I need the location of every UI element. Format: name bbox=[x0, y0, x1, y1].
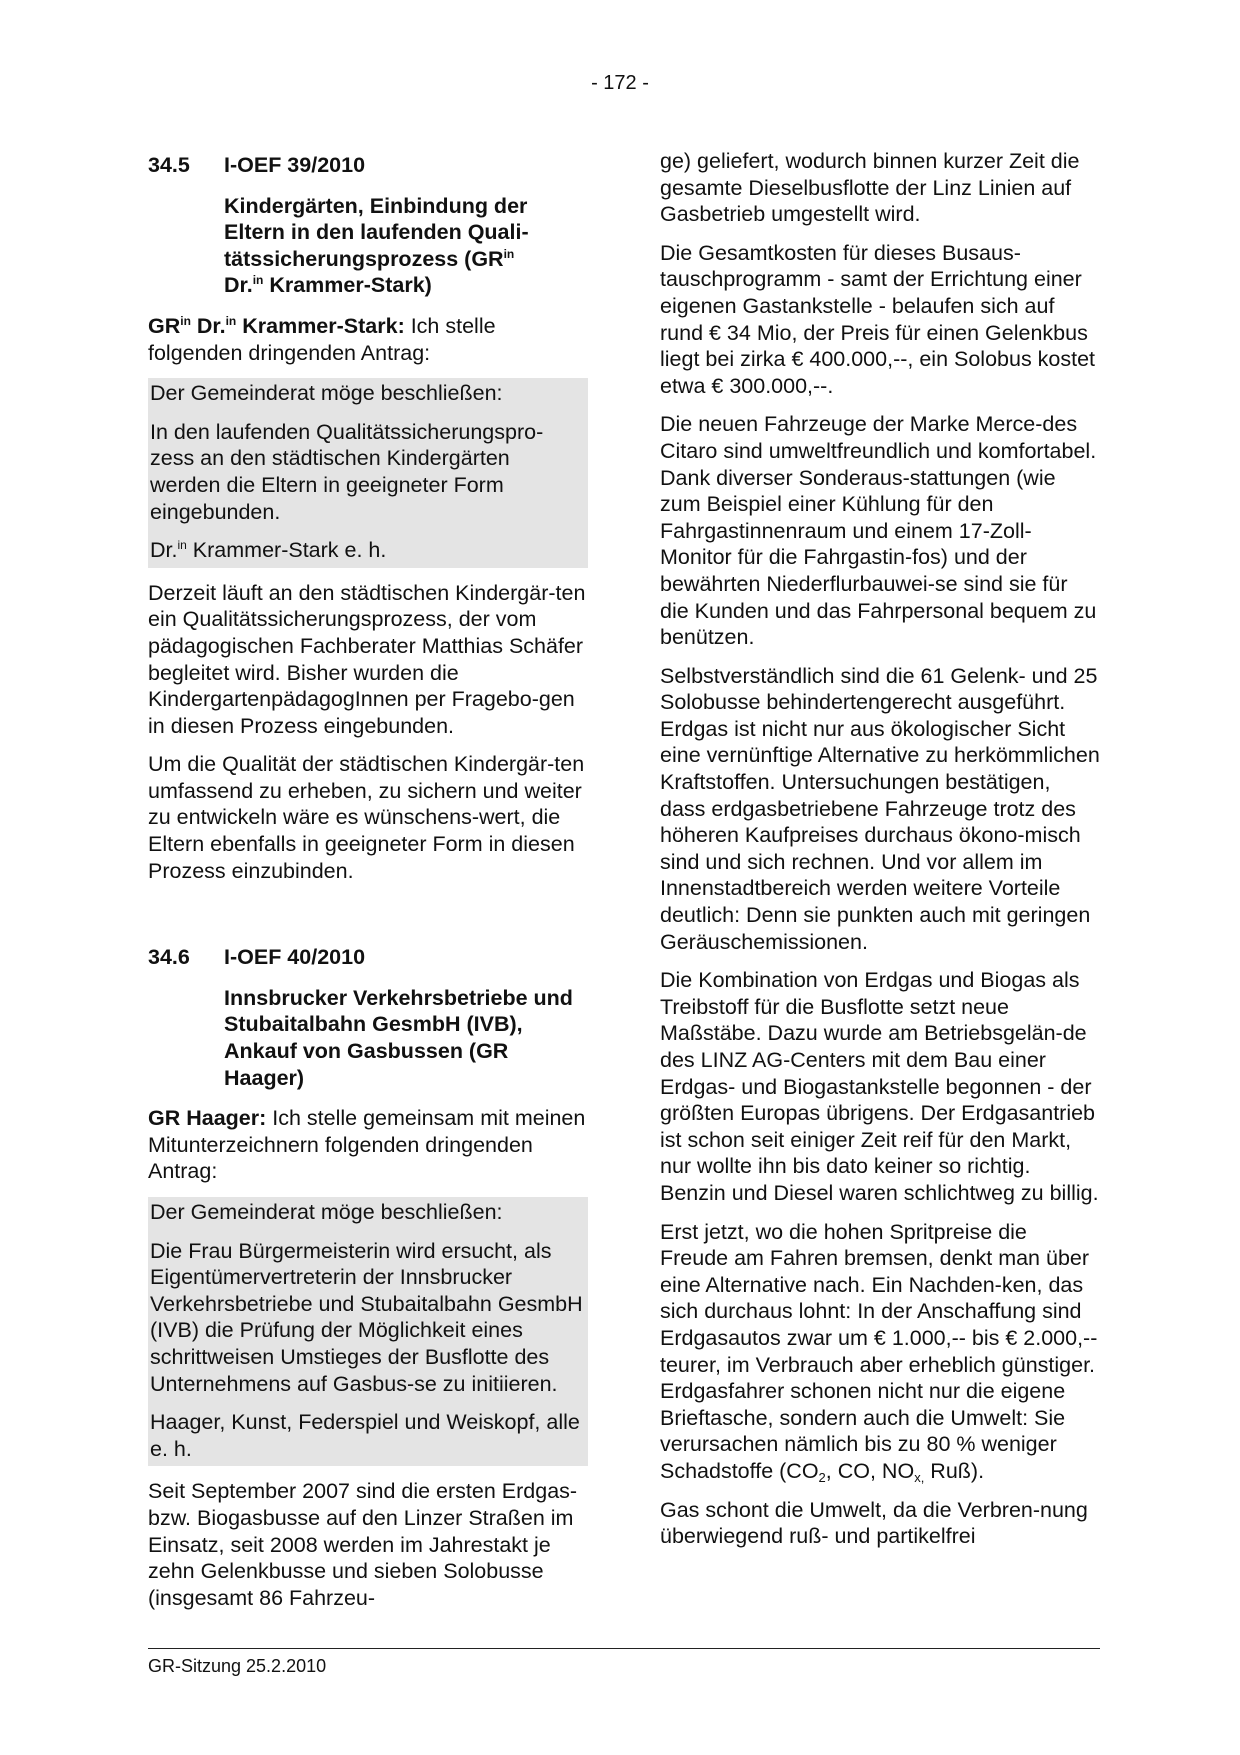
intro-text: Ich stelle folgenden dringenden Antrag: bbox=[148, 313, 496, 365]
speaker-intro bbox=[148, 1105, 588, 1185]
paragraph-text: Erst jetzt, wo die hohen Spritpreise die Freude am Fahren bremsen, denkt man über eine Alternative nach. Ein Nachden-ken, das sich durchaus lohnt: In der Anschaffung sind Erdgasautos zwar um € 1.000,-- bis € 2.000,-- teurer, im Verbrauch aber erheblich günstiger. Erdgasfahrer schonen nicht nur die eigene Brieftasche, sondern auch die Umwelt: Sie verursachen nämlich bis zu 80 % weniger Schadstoffe (CO bbox=[660, 1219, 1098, 1483]
section-subject bbox=[224, 193, 588, 299]
footer-text: GR-Sitzung 25.2.2010 bbox=[148, 1656, 327, 1676]
page-number: - 172 - bbox=[591, 72, 649, 94]
left-column bbox=[148, 152, 588, 1623]
paragraph: Die Kombination von Erdgas und Biogas als Treibstoff für die Busflotte setzt neue Maßstäbe. Dazu wurde am Betriebsgelän-de des LINZ AG-Centers mit dem Bau einer Erdgas- und Biogastankstelle begonnen - der größten Europas übrigens. Der Erdgasantrieb ist schon seit einiger Zeit reif für den Markt, nur wollte ihn bis dato keiner so richtig. Benzin und Diesel waren schlichtweg zu billig. bbox=[660, 968, 1099, 1205]
section-subject: Innsbrucker Verkehrsbetriebe und Stubaitalbahn GesmbH (IVB), Ankauf von Gasbussen (GR Haager) bbox=[224, 985, 573, 1090]
motion-signers bbox=[150, 537, 586, 564]
footer-divider bbox=[148, 1648, 1100, 1649]
speaker-name: Krammer-Stark: bbox=[236, 313, 405, 338]
motion-text: In den laufenden Qualitätssicherungspro-zess an den städtischen Kindergärten werden die Eltern in geeigneter Form eingebunden. bbox=[150, 419, 544, 524]
motion-box bbox=[148, 378, 588, 568]
superscript: in bbox=[177, 538, 187, 553]
subject-text: Kindergärten, Einbindung der Eltern in den laufenden Quali-tätssicherungsprozess (GR bbox=[224, 193, 529, 271]
paragraph: Um die Qualität der städtischen Kindergär-ten umfassend zu erheben, zu sichern und weiter zu entwickeln wäre es wünschens-wert, die Eltern ebenfalls in geeigneter Form in diesen Prozess einzubinden. bbox=[148, 752, 585, 883]
superscript: in bbox=[225, 313, 237, 328]
paragraph-text: , CO, NO bbox=[825, 1458, 915, 1483]
paragraph: ge) geliefert, wodurch binnen kurzer Zeit die gesamte Dieselbusflotte der Linz Linien auf Gasbetrieb umgestellt wird. bbox=[660, 149, 1080, 227]
speaker-name: Dr. bbox=[190, 313, 226, 338]
superscript: in bbox=[503, 246, 515, 261]
paragraph: Derzeit läuft an den städtischen Kindergär-ten ein Qualitätssicherungsprozess, der vom pädagogischen Fachberater Matthias Schäfer begleitet wird. Bisher wurden die KindergartenpädagogInnen per Fragebo-gen in diesen Prozess eingebunden. bbox=[148, 580, 586, 738]
signer-text: Dr. bbox=[150, 538, 178, 563]
speaker-name: GR Haager: bbox=[148, 1106, 267, 1131]
superscript: in bbox=[180, 313, 191, 328]
paragraph bbox=[660, 1219, 1100, 1485]
paragraph: Die neuen Fahrzeuge der Marke Merce-des Citaro sind umweltfreundlich und komfortabel. Dank diverser Sonderaus-stattungen (wie zum Beispiel einer Kühlung für den Fahrgastinnenraum und einem 17-Zoll-Monitor für die Fahrgastin-fos) und der bewährten Niederflurbauwei-se sind sie für die Kunden und das Fahrpersonal bequem zu benützen. bbox=[660, 412, 1097, 650]
section-code: I-OEF 39/2010 bbox=[224, 153, 366, 177]
speaker-name: GR bbox=[148, 313, 181, 338]
paragraph-text: Ruß). bbox=[924, 1458, 985, 1483]
signer-text: Krammer-Stark e. h. bbox=[186, 538, 387, 563]
subscript: x, bbox=[914, 1469, 925, 1485]
superscript: in bbox=[252, 273, 264, 288]
subject-text: Dr. bbox=[224, 273, 253, 298]
subscript: 2 bbox=[818, 1469, 826, 1485]
motion-head: Der Gemeinderat möge beschließen: bbox=[150, 1200, 503, 1224]
section-heading-34-5 bbox=[148, 152, 588, 179]
motion-head: Der Gemeinderat möge beschließen: bbox=[150, 381, 503, 406]
intro-text: Ich stelle gemeinsam mit meinen Mitunterzeichnern folgenden dringenden Antrag: bbox=[148, 1106, 586, 1184]
section-heading-34-6 bbox=[148, 944, 588, 971]
right-column bbox=[660, 148, 1100, 1562]
paragraph: Gas schont die Umwelt, da die Verbren-nung überwiegend ruß- und partikelfrei bbox=[660, 1497, 1088, 1549]
subject-text: Krammer-Stark) bbox=[263, 273, 432, 298]
paragraph: Selbstverständlich sind die 61 Gelenk- und 25 Solobusse behindertengerecht ausgeführt. Erdgas ist nicht nur aus ökologischer Sicht eine vernünftige Alternative zu herkömmlichen Kraftstoffen. Untersuchungen bestätigen, dass erdgasbetriebene Fahrzeuge trotz des höheren Kaufpreises durchaus ökono-misch sind und sich rechnen. Und vor allem im Innenstadtbereich werden weitere Vorteile deutlich: Denn sie punkten auch mit geringen Geräuschemissionen. bbox=[660, 663, 1100, 954]
paragraph: Die Gesamtkosten für dieses Busaus-tauschprogramm - samt der Errichtung einer eigenen Gastankstelle - belaufen sich auf rund € 34 Mio, der Preis für einen Gelenkbus liegt bei zirka € 400.000,--, ein Solobus kostet etwa € 300.000,--. bbox=[660, 240, 1096, 398]
motion-text: Die Frau Bürgermeisterin wird ersucht, als Eigentümervertreterin der Innsbrucker Verkehrsbetriebe und Stubaitalbahn GesmbH (IVB) die Prüfung der Möglichkeit eines schrittweisen Umstieges der Busflotte des Unternehmens auf Gasbus-se zu initiieren. bbox=[150, 1238, 583, 1396]
speaker-intro bbox=[148, 313, 588, 366]
motion-box bbox=[148, 1197, 588, 1466]
section-number: 34.6 bbox=[148, 945, 190, 970]
section-code: I-OEF 40/2010 bbox=[224, 945, 366, 970]
section-number: 34.5 bbox=[148, 153, 190, 177]
motion-signers: Haager, Kunst, Federspiel und Weiskopf, alle e. h. bbox=[150, 1410, 580, 1461]
paragraph: Seit September 2007 sind die ersten Erdgas- bzw. Biogasbusse auf den Linzer Straßen im Einsatz, seit 2008 werden im Jahrestakt je zehn Gelenkbusse und sieben Solobusse (insgesamt 86 Fahrzeu- bbox=[148, 1479, 578, 1610]
